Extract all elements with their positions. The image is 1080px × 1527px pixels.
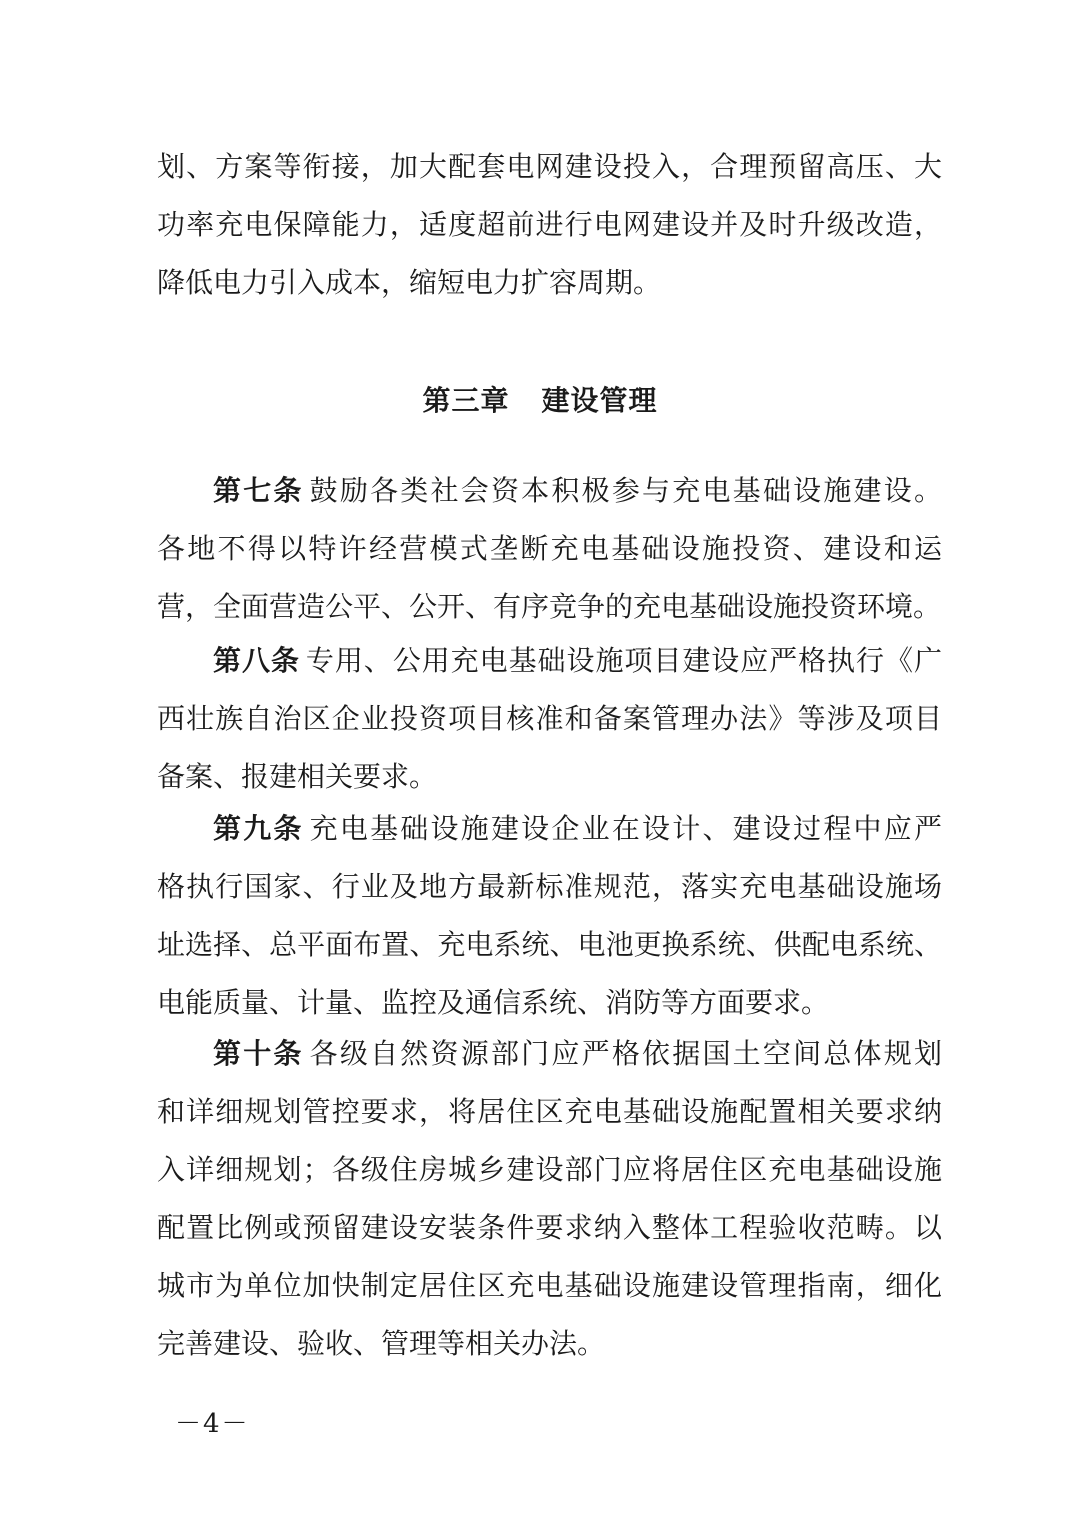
article-first-line: 第八条 专用、公用充电基础设施项目建设应严格执行《广 (213, 644, 942, 677)
article-line: 营，全面营造公平、公开、有序竞争的充电基础设施投资环境。 (157, 590, 942, 623)
article-label: 第十条 (213, 1037, 304, 1070)
article-label: 第八条 (213, 644, 300, 677)
article-line: 配置比例或预留建设安装条件要求纳入整体工程验收范畴。以 (157, 1211, 942, 1244)
intro-paragraph (157, 138, 942, 312)
article-first-line: 第十条 各级自然资源部门应严格依据国土空间总体规划 (213, 1037, 942, 1070)
article-line: 和详细规划管控要求，将居住区充电基础设施配置相关要求纳 (157, 1095, 942, 1128)
article-line: 完善建设、验收、管理等相关办法。 (157, 1327, 606, 1360)
article-line: 西壮族自治区企业投资项目核准和备案管理办法》等涉及项目 (157, 702, 942, 735)
chapter-heading (0, 372, 1080, 430)
chapter-title: 建设管理 (541, 384, 658, 417)
article-8 (157, 632, 942, 806)
intro-line: 降低电力引入成本，缩短电力扩容周期。 (157, 266, 662, 299)
article-line: 格执行国家、行业及地方最新标准规范，落实充电基础设施场 (157, 870, 942, 903)
article-7 (157, 462, 942, 636)
article-line: 址选择、总平面布置、充电系统、电池更换系统、供配电系统、 (157, 928, 942, 961)
article-line: 各地不得以特许经营模式垄断充电基础设施投资、建设和运 (157, 532, 942, 565)
article-line: 电能质量、计量、监控及通信系统、消防等方面要求。 (157, 986, 830, 1019)
article-line: 城市为单位加快制定居住区充电基础设施建设管理指南，细化 (157, 1269, 942, 1302)
article-9 (157, 800, 942, 1032)
chapter-number: 第三章 (422, 384, 510, 417)
article-label: 第九条 (213, 812, 304, 845)
page-number: －4－ (175, 1409, 250, 1439)
article-10 (157, 1025, 942, 1373)
article-first-line: 第九条 充电基础设施建设企业在设计、建设过程中应严 (213, 812, 942, 845)
article-line: 入详细规划；各级住房城乡建设部门应将居住区充电基础设施 (157, 1153, 942, 1186)
intro-line: 划、方案等衔接，加大配套电网建设投入，合理预留高压、大 (157, 150, 942, 183)
article-first-line: 第七条 鼓励各类社会资本积极参与充电基础设施建设。 (213, 474, 942, 507)
article-label: 第七条 (213, 474, 304, 507)
intro-line: 功率充电保障能力，适度超前进行电网建设并及时升级改造， (157, 208, 942, 241)
article-line: 备案、报建相关要求。 (157, 760, 438, 793)
